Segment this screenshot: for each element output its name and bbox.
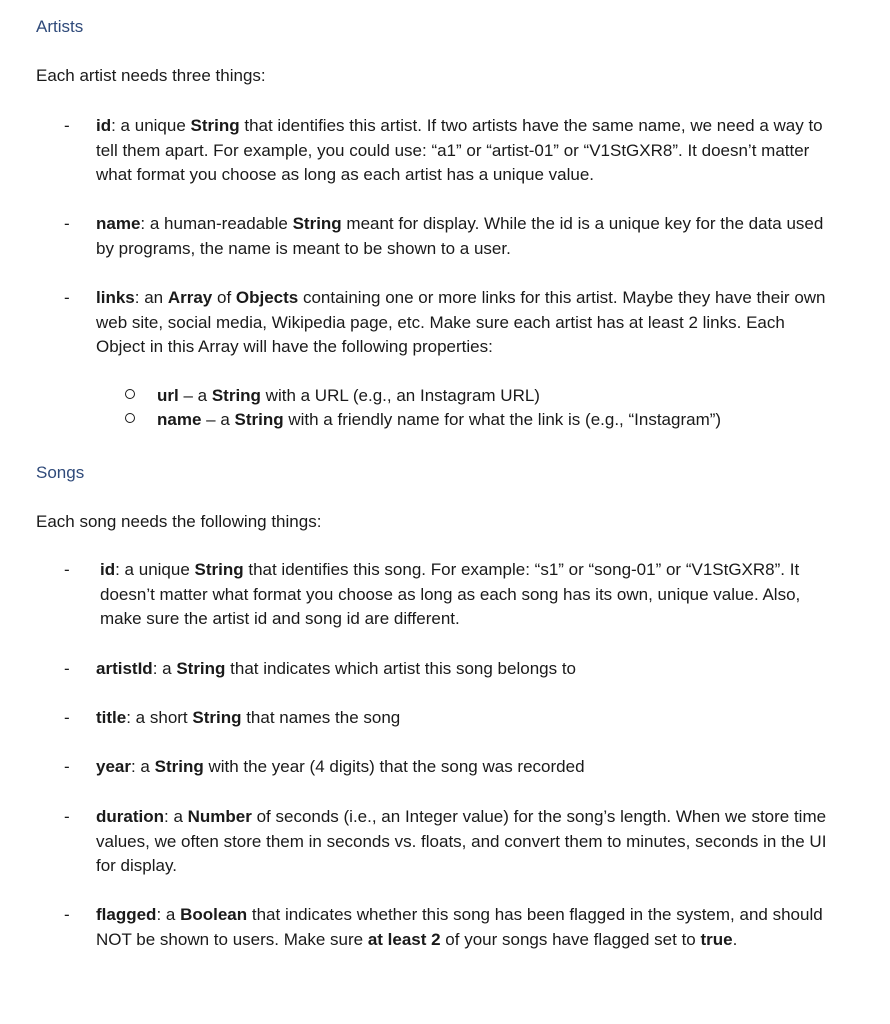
text-part: : a	[164, 807, 188, 826]
type-keyword: String	[292, 214, 342, 233]
term: artistId	[96, 659, 153, 678]
song-flagged-text	[96, 903, 836, 952]
text-part: : a	[156, 905, 181, 924]
term: year	[96, 757, 131, 776]
song-title-text	[96, 706, 836, 731]
text-part: : a unique	[111, 116, 191, 135]
sub-url-text	[157, 384, 857, 408]
term: name	[157, 410, 202, 429]
text-part: that indicates whether this song has been flagged in the system, and should NOT be shown to users. Make sure	[96, 905, 823, 949]
type-keyword: Boolean	[180, 905, 248, 924]
type-keyword: String	[194, 560, 244, 579]
bullet-dash: -	[64, 116, 70, 135]
term: id	[96, 116, 112, 135]
emphasis: true	[700, 929, 733, 949]
bullet-dash: -	[64, 214, 70, 233]
text-part: of your songs have flagged set to	[440, 929, 701, 949]
artist-links-text	[96, 286, 836, 360]
type-keyword: Array	[167, 288, 213, 307]
text-part: with the year (4 digits) that the song was recorded	[203, 757, 585, 776]
bullet-dash: -	[64, 659, 70, 678]
text-part: that names the song	[241, 708, 401, 727]
bullet-dash: -	[64, 708, 70, 727]
text-part: meant for display. While the id is a unique key for the data used by programs, the name is meant to be shown to a user.	[96, 214, 824, 258]
type-keyword: Number	[187, 807, 252, 826]
songs-intro: Each song needs the following things:	[36, 512, 322, 531]
bullet-dash: -	[64, 757, 70, 776]
text-part: with a friendly name for what the link is (e.g., “Instagram”)	[283, 410, 722, 429]
bullet-dash: -	[64, 905, 70, 924]
circle-bullet-icon	[125, 389, 135, 399]
term: flagged	[96, 905, 157, 924]
type-keyword: String	[154, 757, 204, 776]
text-part: – a	[201, 410, 235, 429]
text-part: that identifies this song. For example: “s1” or “song-01” or “V1StGXR8”. It doesn’t matter what format you choose as long as each song has its own, unique value. Also, make sure the artist id and song id are different.	[100, 560, 801, 628]
song-duration-text	[96, 805, 836, 879]
term: id	[100, 560, 116, 579]
term: name	[96, 214, 141, 233]
term: title	[96, 708, 127, 727]
text-part: .	[732, 929, 738, 949]
text-part: of seconds (i.e., an Integer value) for the song’s length. When we store time values, we often store them in seconds vs. floats, and convert them to minutes, seconds in the UI for display.	[96, 807, 827, 875]
song-artistid-text	[96, 657, 836, 682]
text-part: of	[212, 288, 236, 307]
text-part: that indicates which artist this song belongs to	[225, 659, 577, 678]
bullet-dash: -	[64, 288, 70, 307]
songs-heading: Songs	[36, 463, 85, 482]
text-part: : a unique	[115, 560, 195, 579]
artist-name-text	[96, 212, 836, 261]
artists-heading: Artists	[36, 17, 84, 36]
type-keyword: Objects	[235, 288, 299, 307]
text-part: : a	[130, 757, 155, 776]
sub-name-text	[157, 408, 857, 432]
term: url	[157, 386, 179, 405]
text-part: that identifies this artist. If two artists have the same name, we need a way to tell them apart. For example, you could use: “a1” or “artist-01” or “V1StGXR8”. It doesn’t matter what format you choose as long as each artist has a unique value.	[96, 116, 823, 184]
text-part: with a URL (e.g., an Instagram URL)	[260, 386, 540, 405]
artists-intro: Each artist needs three things:	[36, 66, 266, 85]
text-part: : a	[152, 659, 177, 678]
song-year-text	[96, 755, 836, 780]
text-part: : a short	[126, 708, 193, 727]
type-keyword: String	[190, 116, 240, 135]
text-part: – a	[178, 386, 212, 405]
artist-id-text	[96, 114, 836, 188]
song-id-text	[100, 558, 840, 632]
term: duration	[96, 807, 164, 826]
emphasis: at least 2	[367, 929, 441, 949]
text-part: : a human-readable	[140, 214, 293, 233]
type-keyword: String	[234, 410, 284, 429]
text-part: containing one or more links for this artist. Maybe they have their own web site, social media, Wikipedia page, etc. Make sure each artist has at least 2 links. Each Object in this Array will have the following properties:	[96, 288, 826, 356]
term: links	[96, 288, 135, 307]
circle-bullet-icon	[125, 413, 135, 423]
bullet-dash: -	[64, 807, 70, 826]
text-part: : an	[134, 288, 168, 307]
type-keyword: String	[211, 386, 261, 405]
type-keyword: String	[176, 659, 226, 678]
type-keyword: String	[192, 708, 242, 727]
bullet-dash: -	[64, 560, 70, 579]
